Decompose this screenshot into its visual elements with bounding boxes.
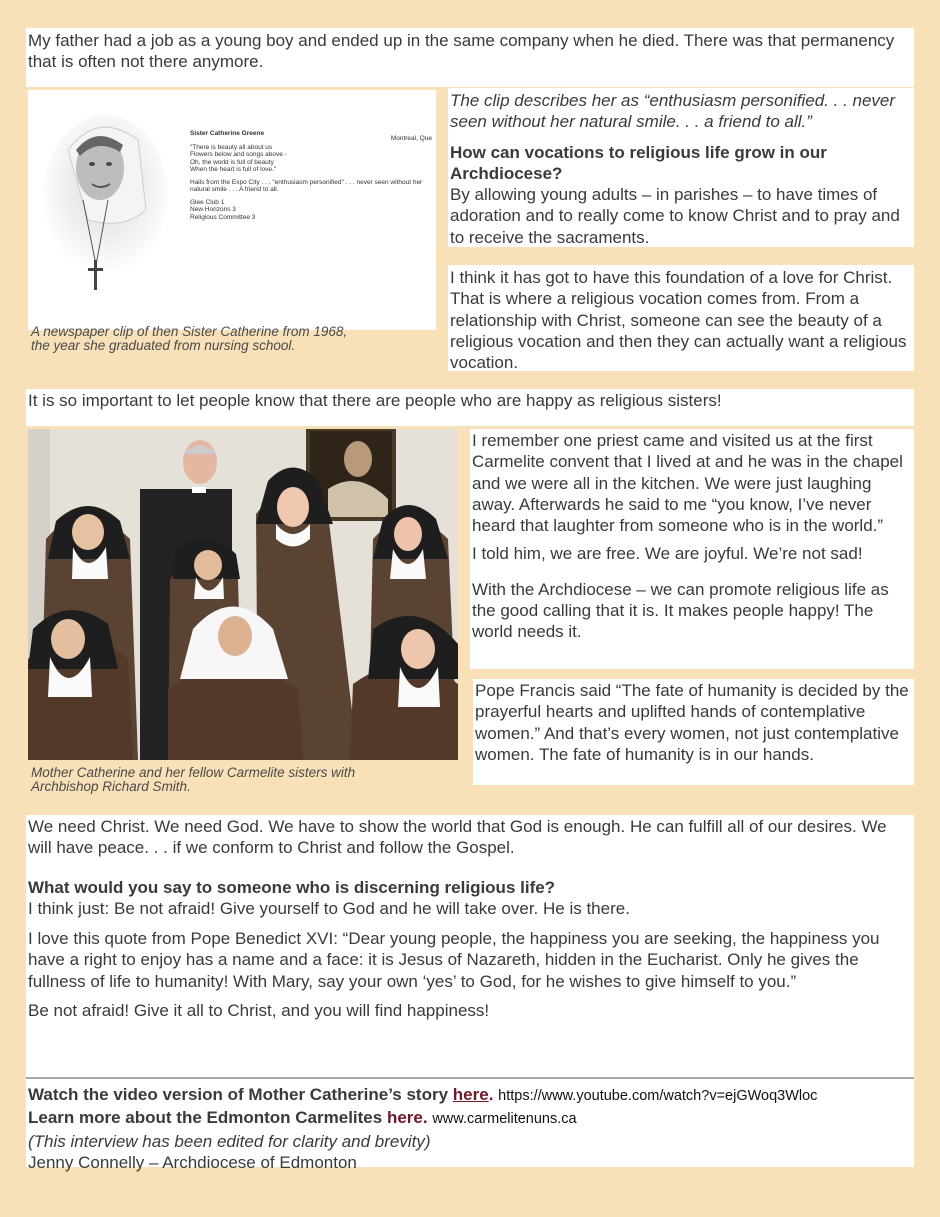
clip-description: Hails from the Expo City . . . "enthusiasm personified" . . . never seen without her natural smile . . . A friend to all. — [190, 178, 423, 193]
benedict-quote: I love this quote from Pope Benedict XVI: “Dear young people, the happiness you are seeking, the happiness you have a right to enjoy has a name and a face: it is Jesus of Nazareth, hidden in the Eucharist. Only he gives the fullness of life to humanity! With Mary, say your own ‘yes’ to God, for he wishes to give himself to you.” — [28, 929, 880, 991]
poem-line: Oh, the world is full of beauty — [190, 158, 274, 166]
clip-text — [190, 130, 435, 221]
learn-line — [28, 1107, 908, 1130]
discerning-question: What would you say to someone who is discerning religious life? — [28, 877, 556, 897]
caption-line: A newspaper clip of then Sister Catherine from 1968, — [31, 324, 348, 339]
sister-portrait-illustration — [28, 90, 188, 330]
caption-line: the year she graduated from nursing school. — [31, 338, 296, 353]
group-photo — [28, 429, 458, 760]
clip-name: Sister Catherine Greene — [190, 130, 265, 137]
carmelite-sisters-photo-illustration — [28, 429, 458, 760]
closing-section — [26, 815, 914, 1172]
need-christ-paragraph: We need Christ. We need God. We have to show the world that God is enough. He can fulfill all of our desires. We will have peace. . . if we conform to Christ and follow the Gospel. — [28, 817, 887, 858]
intro-text-box — [26, 28, 914, 87]
caption-line: Mother Catherine and her fellow Carmelite sisters with — [31, 765, 356, 780]
clip-poem — [190, 144, 435, 174]
foundation-box — [448, 265, 914, 371]
section-divider — [26, 1077, 914, 1079]
footer-credits — [28, 1084, 908, 1173]
clip-activities — [190, 199, 435, 222]
clip-location: Montreal, Que — [390, 135, 432, 142]
closing-line: Be not afraid! Give it all to Christ, and you will find happiness! — [28, 1001, 490, 1021]
vocations-answer: By allowing young adults – in parishes – to have times of adoration and to really come to know Christ and to pray and to receive the sacraments. — [450, 185, 900, 247]
newspaper-clip-image — [28, 90, 436, 330]
free-joyful-line: I told him, we are free. We are joyful. We’re not sad! — [472, 544, 863, 564]
video-here-link[interactable]: here — [452, 1085, 489, 1104]
pope-francis-box — [473, 679, 914, 785]
video-text: Watch the video version of Mother Catherine’s story — [28, 1085, 453, 1104]
discerning-answer: I think just: Be not afraid! Give yourself to God and he will take over. He is there. — [28, 898, 630, 918]
vocations-box — [448, 88, 914, 247]
carmelites-url: www.carmelitenuns.ca — [432, 1111, 577, 1128]
clip-caption — [31, 325, 431, 353]
edit-note: (This interview has been edited for clarity and brevity) — [28, 1131, 431, 1151]
laughter-story-box — [470, 429, 914, 669]
laughter-story: I remember one priest came and visited us at the first Carmelite convent that I lived at and he was in the chapel and we were all in the kitchen. We were just laughing away. Afterwards he said to me “you know, I’ve never heard that laughter from someone who is in the world.” — [472, 431, 903, 536]
byline: Jenny Connelly – Archdiocese of Edmonton — [28, 1152, 357, 1172]
caption-line: Archbishop Richard Smith. — [31, 779, 191, 794]
foundation-paragraph: I think it has got to have this foundation of a love for Christ. That is where a religious vocation comes from. From a relationship with Christ, someone can see the beauty of a religious vocation and then they can actually want a religious vocation. — [450, 268, 907, 373]
intro-paragraph: My father had a job as a young boy and ended up in the same company when he died. There was that permanency that is often not there anymore. — [28, 31, 895, 72]
group-photo-caption — [31, 766, 451, 794]
video-line: Watch the video version of Mother Catherine’s story here. https://www.youtube.com/watch?v=ejGWoq3Wloc — [28, 1085, 818, 1104]
pope-francis-quote: Pope Francis said “The fate of humanity is decided by the prayerful hearts and uplifted hands of contemplative women.” And that’s every women, not just contemplative women. The fate of humanity is in our hands. — [475, 681, 909, 764]
archdiocese-paragraph: With the Archdiocese – we can promote religious life as the good calling that it is. It makes people happy! The world needs it. — [472, 579, 889, 642]
activity: Glee Club 1 — [190, 198, 225, 206]
activity: New Horizons 3 — [190, 206, 236, 213]
poem-line: Flowers below and songs above - — [190, 151, 287, 158]
learn-text: Learn more about the Edmonton Carmelites — [28, 1108, 387, 1128]
happy-sisters-box — [26, 389, 914, 426]
activity: Religious Committee 3 — [190, 213, 256, 221]
video-url: https://www.youtube.com/watch?v=ejGWoq3Wloc — [498, 1088, 818, 1104]
poem-line: "There is beauty all about us — [190, 143, 273, 151]
poem-line: When the heart is full of love." — [190, 166, 277, 173]
happy-sisters-line: It is so important to let people know that there are people who are happy as religious sisters! — [28, 391, 722, 410]
vocations-question: How can vocations to religious life grow in our Archdiocese? — [450, 142, 827, 183]
clip-quote: The clip describes her as “enthusiasm personified. . . never seen without her natural smile. . . a friend to all.” — [450, 91, 896, 132]
carmelites-here-link[interactable]: here. — [386, 1108, 428, 1128]
